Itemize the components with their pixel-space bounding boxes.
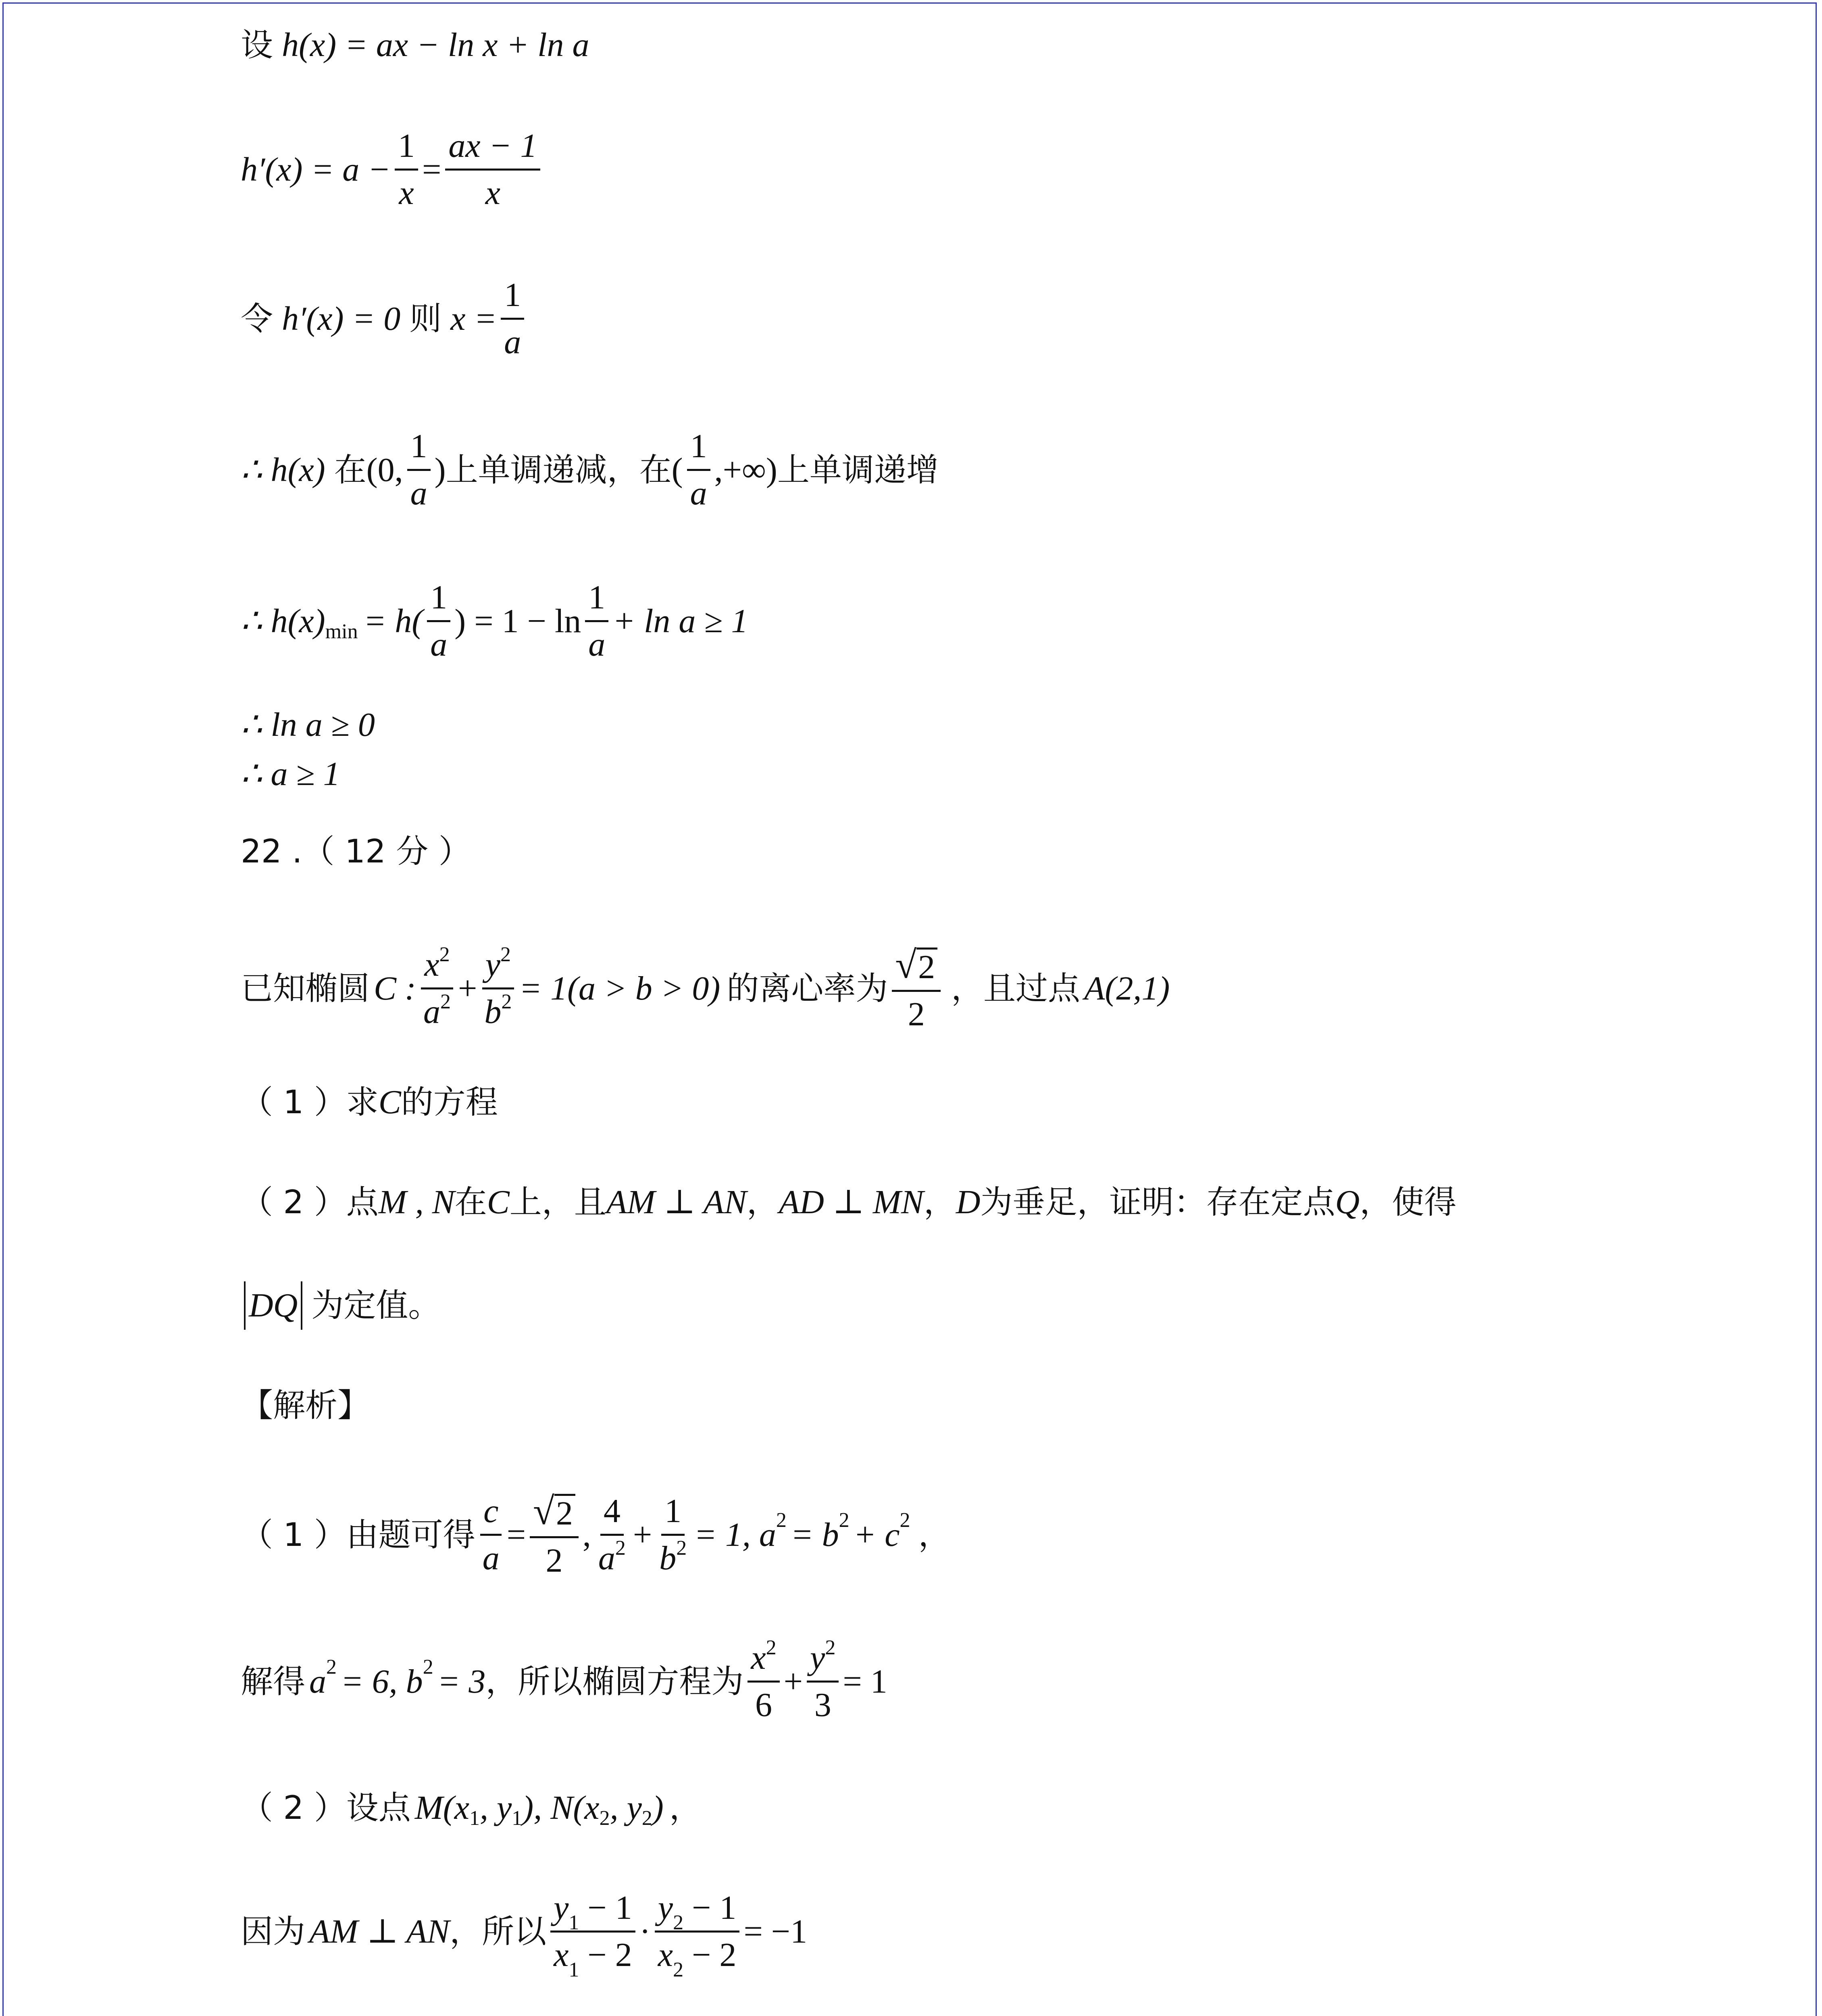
text-comma: ，	[918, 1516, 951, 1554]
formula-h-of: = h(	[363, 602, 423, 640]
formula-therefore-h: ∴ h(x)	[241, 602, 325, 640]
line-minimum	[241, 581, 748, 662]
formula-infinity: ,+∞)	[714, 451, 777, 489]
problem-22-header	[241, 835, 471, 868]
formula-hprime-zero: h′(x) = 0	[282, 300, 401, 337]
formula-hprime-lhs: h′(x) = a −	[241, 150, 391, 188]
formula-condition: = 1(a > b > 0)	[519, 969, 720, 1007]
text-increasing: 上单调递增	[777, 451, 939, 489]
fraction-y2-over-b2: $\frac{y^2}{b^2}$	[481, 948, 515, 1029]
formula-interval-open: (0,	[366, 451, 403, 489]
formula-ad-perp-mn: AD ⊥ MN	[779, 1183, 924, 1221]
formula-eq-3: = 3	[437, 1662, 486, 1700]
formula-interval-close: )	[434, 451, 446, 489]
formula-eq-1-a: = 1, a	[694, 1516, 776, 1554]
formula-d: D	[956, 1183, 981, 1221]
text-comma: ，	[746, 1183, 779, 1221]
fraction-1-over-a: $\frac{1}{a}$	[427, 581, 450, 662]
line-critical-point	[241, 278, 528, 359]
formula-y: , y	[610, 1789, 642, 1826]
text-part2-point: （ 2 ）点	[241, 1183, 379, 1221]
text-part2-set-point: （ 2 ）设点	[241, 1789, 411, 1826]
text-comma: ，	[923, 1183, 956, 1221]
formula-paren: (	[671, 451, 683, 489]
line-define-h	[241, 28, 589, 62]
formula-a: a	[309, 1662, 326, 1700]
abs-bar-right	[301, 1281, 302, 1330]
text-is-constant: 为定值。	[311, 1287, 441, 1324]
formula-m-n: M , N	[378, 1183, 455, 1221]
line-part1-solution: （ 1 ）由题可得 $\frac{c}{a}$ = √ 2 2 , $\frac{4}{a^2}$ + $\frac{1}{b^2}$ = 1, a 2 = b 2 + c 2 ，	[241, 1489, 951, 1579]
line-set-points: （ 2 ）设点 M(x 1 , y 1 ), N(x 2 , y 2 ) ，	[241, 1789, 702, 1830]
solution-header	[241, 1389, 370, 1422]
formula-m-x: M(x	[414, 1789, 469, 1826]
line-ellipse-given	[241, 943, 1170, 1033]
text-such-that: ，使得	[1360, 1183, 1457, 1221]
text-so: ，所以	[450, 1912, 547, 1950]
line-dq-constant	[241, 1281, 440, 1330]
formula-eq-neg1: = −1	[743, 1912, 808, 1950]
text-analysis: 【解析】	[241, 1387, 370, 1424]
formula-ln-a-ge-0: ∴ ln a ≥ 0	[241, 706, 375, 744]
fraction-sqrt2-over-2: √ 2 2	[892, 946, 941, 1031]
text-define: 设	[241, 26, 273, 64]
fraction-slope-an: $\frac{y_2 - 1}{x_2 - 2}$	[655, 1891, 740, 1972]
text-equation: 的方程	[401, 1083, 498, 1121]
formula-c: C	[487, 1183, 510, 1221]
formula-am-perp-an: AM ⊥ AN	[309, 1912, 450, 1950]
fraction-1-over-a: $\frac{1}{a}$	[501, 278, 524, 359]
formula-y: , y	[480, 1789, 512, 1826]
text-decreasing: 上单调递减，在	[446, 451, 672, 489]
formula-point-a: A(2,1)	[1084, 969, 1170, 1007]
fraction-ax-minus-1-over-x: $\frac{ax - 1}{x}$	[445, 129, 540, 210]
text-problem-number: 22 .（ 12 分 ）	[241, 833, 471, 870]
formula-dq: DQ	[249, 1287, 298, 1324]
text-part1: （ 1 ）求	[241, 1083, 379, 1121]
formula-eq-6-b: = 6, b	[341, 1662, 423, 1700]
formula-plus-c: + c	[853, 1516, 900, 1554]
fraction-4-over-a2: $\frac{4}{a^2}$	[598, 1492, 626, 1577]
fraction-1-over-a-left: $\frac{1}{a}$	[407, 429, 431, 510]
line-a-ge-1	[241, 757, 340, 791]
line-part2-question	[241, 1185, 1456, 1219]
fraction-y2-over-3: $\frac{y^2}{3}$	[807, 1641, 839, 1722]
fraction-x2-over-a2: $\frac{x^2}{a^2}$	[420, 948, 454, 1029]
subscript-min: min	[325, 620, 358, 643]
fraction-1-over-a-right: $\frac{1}{a}$	[687, 429, 710, 510]
text-given-ellipse: 已知椭圆	[241, 969, 370, 1007]
fraction-c-over-a: $\frac{c}{a}$	[479, 1494, 503, 1575]
text-then: 则	[409, 300, 442, 337]
line-ln-a	[241, 708, 375, 742]
line-solve-ellipse: 解得 a 2 = 6, b 2 = 3 ，所以椭圆方程为 $\frac{x^2}{6}$ + $\frac{y^2}{3}$ = 1	[241, 1636, 887, 1724]
text-passes-point: ，且过点	[951, 969, 1081, 1007]
formula-close: )	[652, 1789, 664, 1826]
text-ellipse-equation-is: ，所以椭圆方程为	[485, 1662, 744, 1700]
plus: +	[633, 1516, 652, 1554]
fraction-x2-over-6: $\frac{x^2}{6}$	[748, 1641, 779, 1722]
formula-q: Q	[1335, 1183, 1360, 1221]
fraction-1-over-a: $\frac{1}{a}$	[585, 581, 608, 662]
text-let: 令	[241, 300, 273, 337]
text-foot-prove: 为垂足，证明：存在定点	[980, 1183, 1335, 1221]
formula-h: h(x) = ax − ln x + ln a	[282, 26, 589, 64]
text-from-problem: （ 1 ）由题可得	[241, 1516, 475, 1554]
text-comma: ，	[669, 1789, 702, 1826]
line-h-derivative	[241, 129, 544, 210]
text-on: 在	[454, 1183, 487, 1221]
line-perpendicular-slopes	[241, 1889, 808, 1981]
text-because: 因为	[241, 1912, 305, 1950]
formula-therefore-h: ∴ h(x)	[241, 451, 325, 489]
fraction-slope-am: $\frac{y_1 - 1}{x_1 - 2}$	[550, 1891, 635, 1972]
formula-c: C	[378, 1083, 401, 1121]
formula-1-minus-ln: ) = 1 − ln	[454, 602, 581, 640]
formula-plus-ln-a: + ln a ≥ 1	[612, 602, 748, 640]
text-eccentricity: 的离心率为	[727, 969, 888, 1007]
formula-am-perp-an: AM ⊥ AN	[606, 1183, 747, 1221]
fraction-1-over-b2: $\frac{1}{b^2}$	[659, 1492, 687, 1577]
line-monotonicity	[241, 429, 939, 510]
line-part1-question	[241, 1085, 498, 1119]
plus: +	[458, 969, 477, 1007]
abs-bar-left	[244, 1281, 246, 1330]
text-and: 上，且	[509, 1183, 606, 1221]
formula-eq-b: = b	[790, 1516, 839, 1554]
fraction-1-over-x: $\frac{1}{x}$	[395, 129, 418, 210]
formula-a-ge-1: ∴ a ≥ 1	[241, 755, 340, 793]
equals: =	[506, 1516, 526, 1554]
formula-c-colon: C :	[374, 969, 416, 1007]
formula-eq-1: = 1	[843, 1662, 887, 1700]
fraction-sqrt2-over-2: √ 2 2	[530, 1492, 579, 1578]
plus: +	[783, 1662, 803, 1700]
text-solve: 解得	[241, 1662, 305, 1700]
equals: =	[422, 150, 441, 188]
comma: ,	[582, 1516, 591, 1554]
dot: ·	[639, 1912, 651, 1950]
formula-n-x: ), N(x	[522, 1789, 600, 1826]
text-on: 在	[334, 451, 366, 489]
formula-x-eq: x =	[450, 300, 497, 337]
